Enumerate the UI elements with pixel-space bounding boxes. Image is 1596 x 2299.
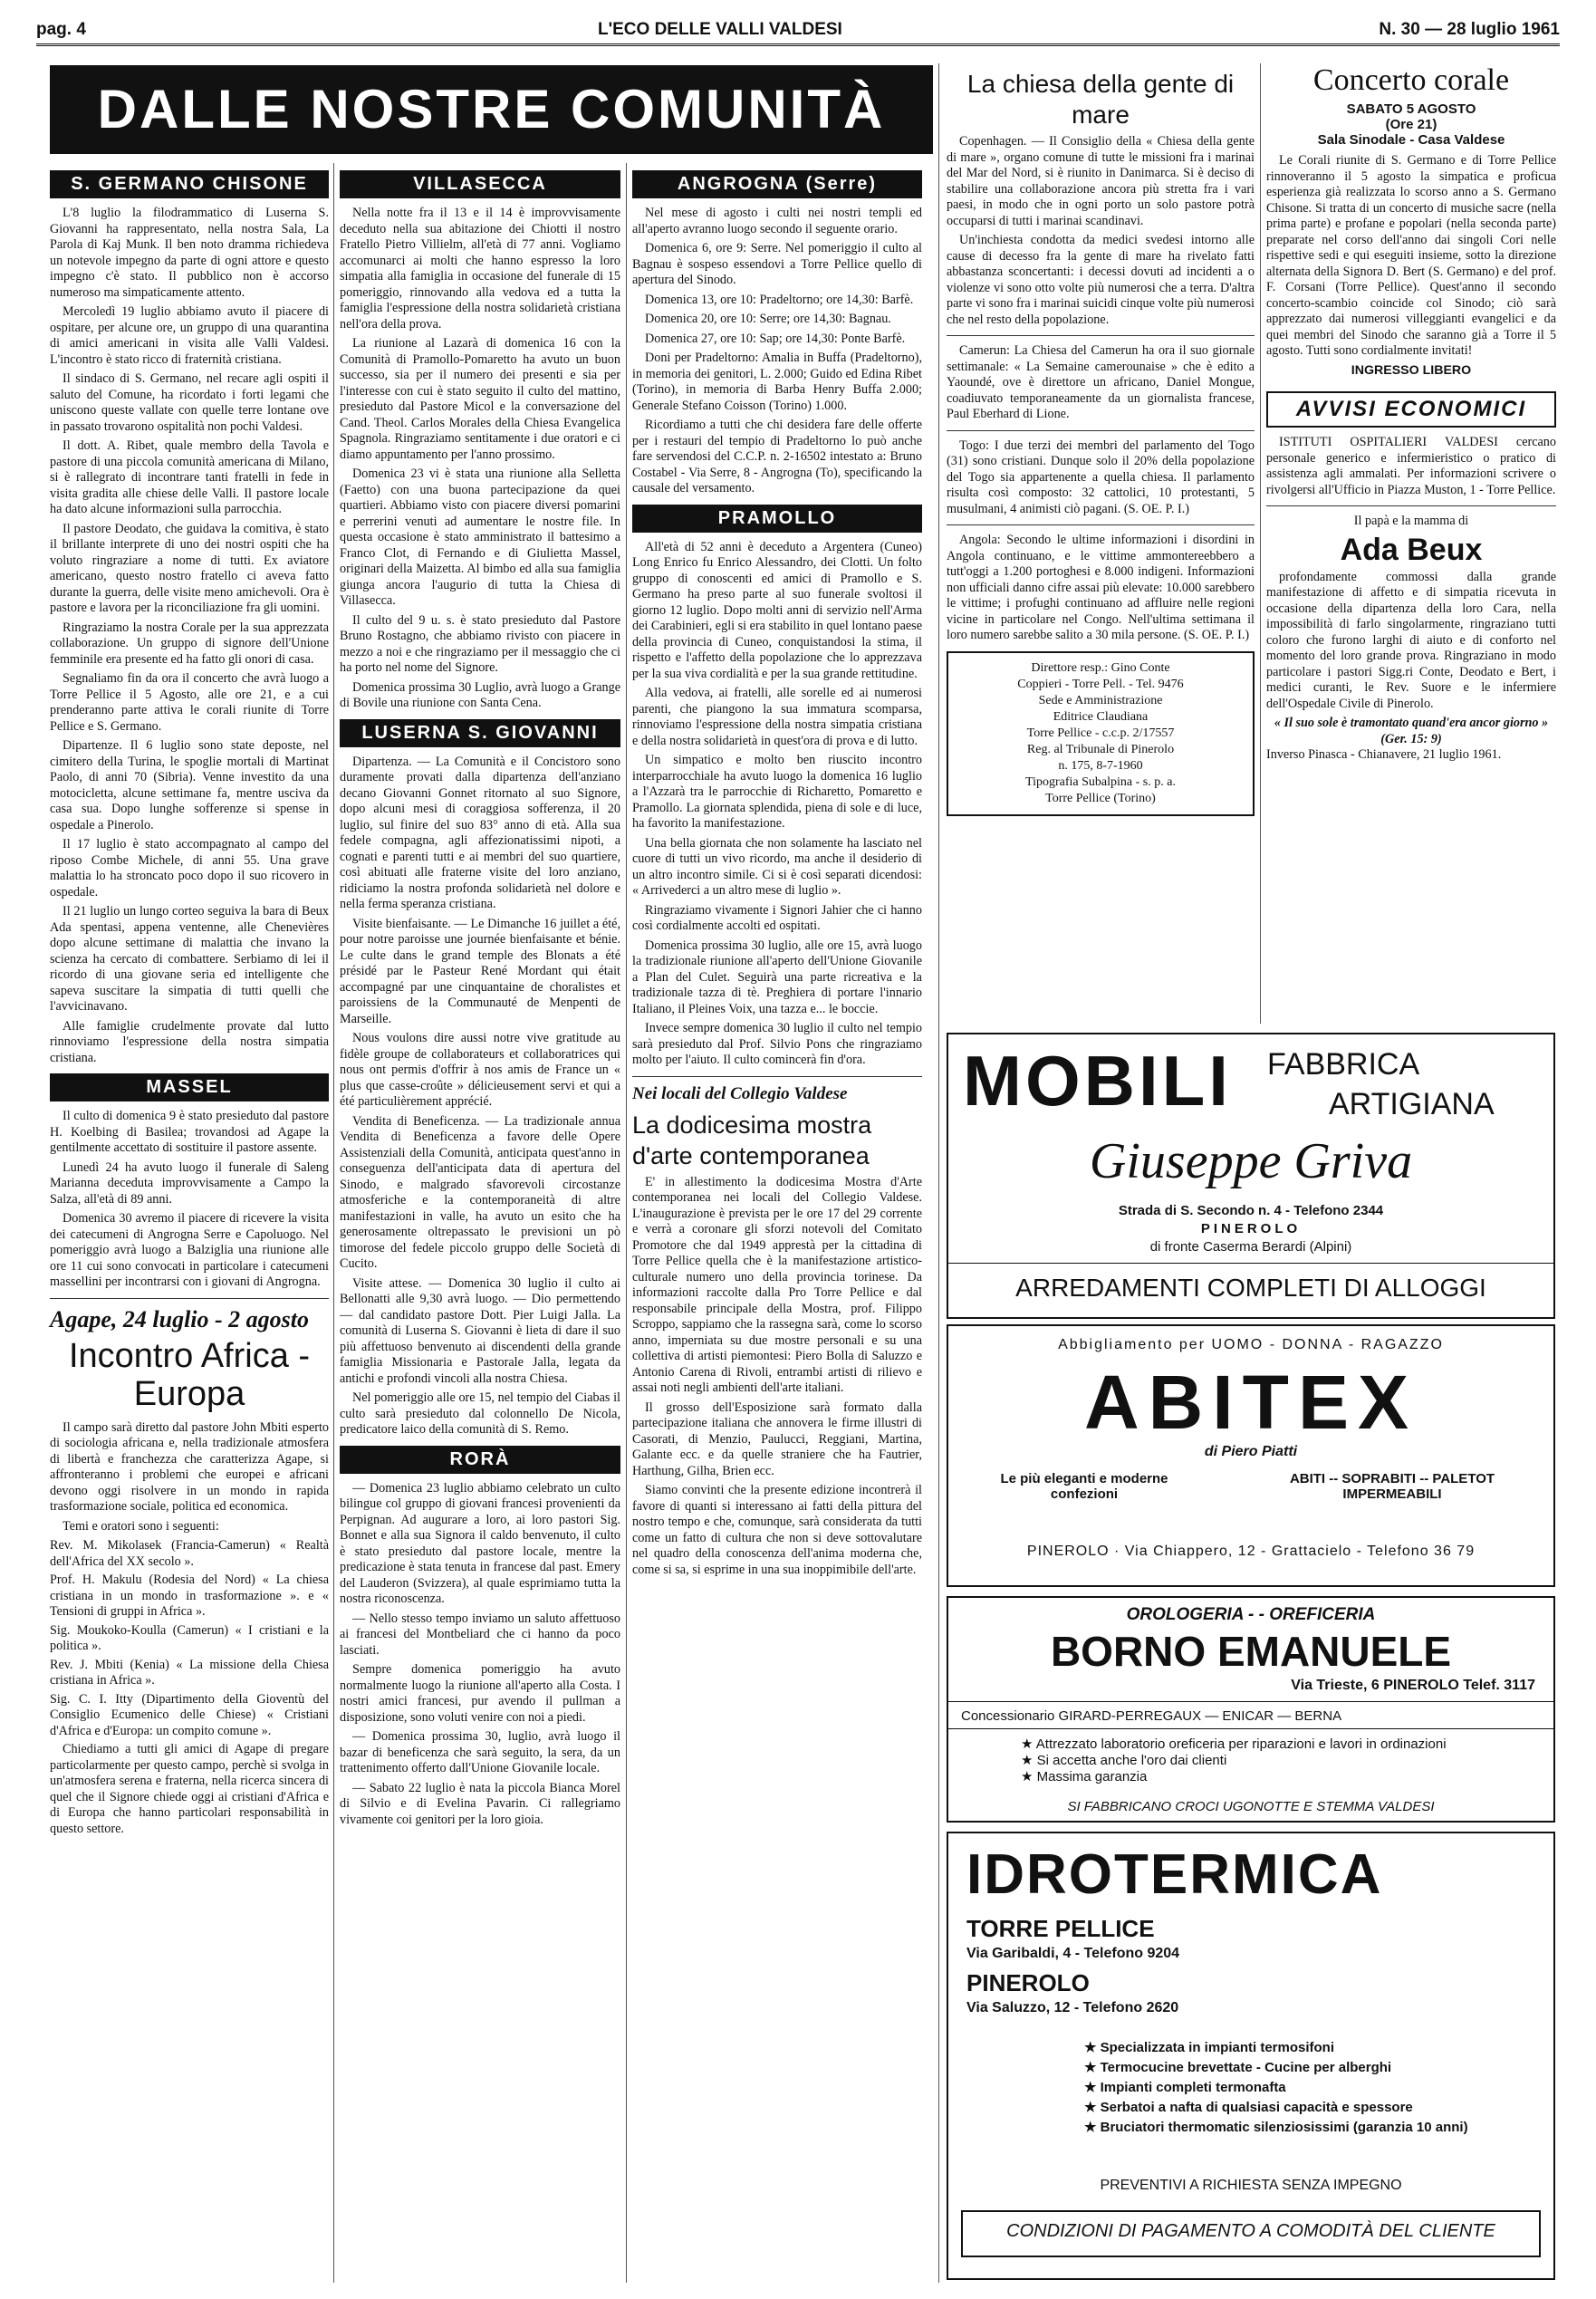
list-item: Impianti completi termonafta xyxy=(1100,2080,1286,2095)
list-item: Termocucine brevettate - Cucine per alberghi xyxy=(1100,2060,1392,2075)
ad-borno-footer: SI FABBRICANO CROCI UGONOTTE E STEMMA VALDESI xyxy=(1067,1799,1435,1814)
star-bullet-icon: ★ xyxy=(1021,1753,1037,1768)
paragraph: ISTITUTI OSPITALIERI VALDESI cercano personale generico e infermieristico o pratico di assistenza agli ammalati. Per informazioni scrivere o rivolgersi all'Ufficio in Piazza Muston, 1 - Torre Pellice. xyxy=(1266,435,1556,497)
ad-abitex-address: PINEROLO · Via Chiappero, 12 - Grattacielo - Telefono 36 79 xyxy=(1026,1544,1476,1559)
ad-mobili-name: Giuseppe Griva xyxy=(1089,1133,1413,1189)
collegio-heading: Nei locali del Collegio Valdese xyxy=(632,1083,848,1103)
paragraph: Una bella giornata che non solamente ha lasciato nel cuore di tutti un vivo ricordo, ma anche il desiderio di un altro incontro simile. Ci si è così separati dicendosi: « Arrivederci a un altro mese di luglio ». xyxy=(632,835,922,898)
divider xyxy=(1266,505,1556,506)
ad-idro-address2: Via Saluzzo, 12 - Telefono 2620 xyxy=(966,2000,1179,2015)
chiesa-mare-title: La chiesa della gente di mare xyxy=(966,70,1235,129)
paragraph: Visite attese. — Domenica 30 luglio il culto ai Bellonatti alle 9,30 avrà luogo. — Dio permettendo — dal candidato pastore Dott. Pier Luigi Jalla. La comunità di Luserna S. Giovanni è lieta di dare il suo più affettuoso benvenuto ai discendenti della grande famiglia Missionaria e Pastorale Jalla, legata da antichi e profondi vincoli alla nostra Chiesa. xyxy=(340,1275,620,1386)
divider xyxy=(50,1298,329,1299)
paragraph: Invece sempre domenica 30 luglio il culto nel tempio sarà presieduto dal Prof. Silvio Pons che ringraziamo molto per l'aiuto. Il culto comincerà fin d'ora. xyxy=(632,1021,922,1067)
article-villasecca xyxy=(340,206,620,712)
paragraph: Domenica 23 vi è stata una riunione alla Selletta (Faetto) con una buona partecipazione da quei quartieri. Abbiamo visto con piacere diversi pomarini e perrerini venuti ad aumentare le nostre file. In questa occasione è stato amministrato il battesimo a Franco Clot, di Fernando e di Giulietta Massel, originari della Maizetta. Al bimbo ed alla sua famiglia giunga ancora l'augurio di tutta la Chiesa di Villasecca. xyxy=(340,467,620,608)
list-item: Sig. Moukoko-Koulla (Camerun) « I cristiani e la politica ». xyxy=(50,1622,329,1653)
paragraph: — Sabato 22 luglio è nata la piccola Bianca Morel di Silvio e di Evelina Pavarin. Ci rallegriamo vivamente coi genitori per la loro gioia. xyxy=(340,1780,620,1827)
concerto-time: (Ore 21) xyxy=(1385,117,1437,132)
newspaper-name: L'ECO DELLE VALLI VALDESI xyxy=(598,20,842,39)
ad-abitex-brand: ABITEX xyxy=(1083,1360,1418,1445)
paragraph: Domenica 20, ore 10: Serre; ore 14,30: Bagnau. xyxy=(645,312,891,326)
paragraph: Il culto del 9 u. s. è stato presieduto dal Pastore Bruno Rostagno, che abbiamo rivisto con piacere in mezzo a noi e che ringraziamo per il messaggio che ci ha porto nel nome del Signore. xyxy=(340,612,620,675)
list-item: Prof. H. Makulu (Rodesia del Nord) « La chiesa cristiana in un mondo in trasformazione ». e « Tensioni di gruppi in Africa ». xyxy=(50,1573,329,1619)
paragraph: Alla vedova, ai fratelli, alle sorelle ed ai numerosi parenti, che piangono la sua immatura scomparsa, rinnoviamo l'espressione della nostra simpatia cristiana e della nostra solidarietà in quest'ora di prova e di lutto. xyxy=(632,686,922,748)
bullet-text: Massima garanzia xyxy=(1036,1769,1148,1784)
divider xyxy=(947,430,1255,431)
speaker-list xyxy=(50,1538,329,1739)
paragraph: Siamo convinti che la presente edizione incontrerà il favore di quanti si interessano ai fatti della pittura del nostro tempo e che, comunque, sarà considerata da tutti come un fatto di cultura che non si deve sottovalutare nel quadro della conoscenza dell'anima moderna che, come si sa, si esprime in una sua inoppimibile dell'arte. xyxy=(632,1483,922,1577)
ada-signature: Inverso Pinasca - Chianavere, 21 luglio 1961. xyxy=(1266,747,1502,762)
paragraph: La riunione al Lazarà di domenica 16 con la Comunità di Pramollo-Pomaretto ha avuto un buon successo, sia per il numero dei presenti e sia per l'interesse con cui è stato seguito il culto del mattino, presieduto dal Pastore Micol e la conversazione del Cand. Theol. Carlos Morales della Chiesa Evangelica Spagnola. Ringraziamo sentitamente i due oratori e ci diamo appuntamento per l'anno prossimo. xyxy=(340,336,620,462)
column-rule xyxy=(1260,63,1261,1024)
mostra-title: La dodicesima mostra d'arte contemporanea xyxy=(632,1111,872,1169)
section-angrogna: ANGROGNA (Serre) xyxy=(632,170,922,198)
ad-mobili-big: MOBILI xyxy=(963,1041,1232,1121)
paragraph: Il 21 luglio un lungo corteo seguiva la bara di Beux Ada spentasi, appena ventenne, alle Chenevières dopo alcune settimane di malattia che invano la scienza ha cercato di combattere. Serbiamo di lei il ricordo di una giovane seria ed intelligente che sapeva suscitare la simpatia di tutti quelli che l'avvicinavano. xyxy=(50,904,329,1014)
page-number: pag. 4 xyxy=(36,20,86,39)
ad-idro-preventivi: PREVENTIVI A RICHIESTA SENZA IMPEGNO xyxy=(1100,2178,1402,2193)
paragraph: Il dott. A. Ribet, quale membro della Tavola e pastore di una piccola comunità americana di Milano, si è rallegrato di incontrare tanti fratelli in fede in visita gradita alle chiese delle Valli. Il pastore locale ha dato alcune informazioni sulla parrocchia. xyxy=(50,438,329,516)
imprint-line: Sede e Amministrazione xyxy=(1038,693,1163,707)
ad-idrotermica xyxy=(947,1832,1555,2280)
section-luserna: LUSERNA S. GIOVANNI xyxy=(340,719,620,747)
section-s-germano: S. GERMANO CHISONE xyxy=(50,170,329,198)
ad-idro-name: IDROTERMICA xyxy=(966,1843,1383,1906)
imprint-line: n. 175, 8-7-1960 xyxy=(1058,758,1143,773)
ad-borno-conc: Concessionario GIRARD-PERREGAUX — ENICAR — BERNA xyxy=(961,1708,1342,1724)
paragraph: Doni per Pradeltorno: Amalia in Buffa (Pradeltorno), in memoria dei genitori, L. 2.000; Guido ed Edina Ribet (Torino), in memoria di Barba Henry Buffa 2.000; Generale Stefano Coisson (Torino) 1.000. xyxy=(632,351,922,413)
paragraph: Camerun: La Chiesa del Camerun ha ora il suo giornale settimanale: « La Semaine camerounaise » che è edito a Yaoundé, ove è direttore un africano, Daniel Mongue, coadiuvato temporaneamente da un giornalista francese, Paul Eberhard di Lione. xyxy=(947,343,1255,421)
article-pramollo xyxy=(632,540,922,1069)
ada-quote: « Il suo sole è tramontato quand'era ancor giorno » (Ger. 15: 9) xyxy=(1274,716,1549,746)
paragraph: All'età di 52 anni è deceduto a Argentera (Cuneo) Long Enrico fu Enrico Alessandro, dei Clotti. Un folto gruppo di conoscenti ed amici di Pramollo e S. Germano ha preso parte al suo funerale svoltosi il giorno 12 luglio. Dopo molti anni di servizio nell'Arma dei Carabinieri, egli si era stabilito in quel lontano paese della provincia di Cuneo, conquistandosi la stima, il rispetto e l'affetto della popolazione che lo apprezzava per la sua viva cordialità e per la sua grande rettitudine. xyxy=(632,539,922,681)
ad-idro-city2: PINEROLO xyxy=(966,1969,1090,1996)
column-2 xyxy=(340,163,620,1832)
column-1 xyxy=(50,163,329,1841)
article-incontro xyxy=(50,1420,329,1838)
divider xyxy=(947,335,1255,336)
ingresso-libero: INGRESSO LIBERO xyxy=(1351,362,1472,378)
paragraph: — Nello stesso tempo inviamo un saluto affettuoso ai francesi del Montbeliard che ci hanno da poco lasciati. xyxy=(340,1611,620,1658)
article-angrogna xyxy=(632,206,922,497)
imprint-box xyxy=(947,651,1255,816)
avvisi-header xyxy=(1266,391,1556,428)
paragraph: Temi e oratori sono i seguenti: xyxy=(62,1518,219,1534)
paragraph: Domenica prossima 30 Luglio, avrà luogo a Grange di Bovile una riunione con Santa Cena. xyxy=(340,679,620,710)
paragraph: Domenica 6, ore 9: Serre. Nel pomeriggio il culto al Bagnau è sospeso essendovi a Torre Pellice quello di apertura del Sinodo. xyxy=(632,241,922,287)
ad-borno-bullets xyxy=(1021,1736,1528,1784)
imprint-line: Tipografia Subalpina - s. p. a. xyxy=(1025,774,1176,789)
ad-mobili xyxy=(947,1033,1555,1319)
ad-idro-list xyxy=(1084,2038,1537,2138)
paragraph: Angola: Secondo le ultime informazioni i disordini in Angola continuano, e le vittime ammontereebbero a tutt'oggi a 1.200 portoghesi e 8.000 indigeni. Informazioni non ufficiali danno cifre assai più elevate: 10.000 sarebbero le vittime; i profughi continuano ad affluire nelle regioni vicine in particolare nel Congo. Nell'ultima settimana il loro numero sarebbe salito a 30 mila persone. (S. OE. P. I.) xyxy=(947,533,1255,642)
column-3 xyxy=(632,163,922,1582)
list-item: Rev. M. Mikolasek (Francia-Camerun) « Realtà dell'Africa del XX secolo ». xyxy=(50,1538,329,1569)
incontro-title: Incontro Africa - Europa xyxy=(68,1336,311,1413)
section-banner: DALLE NOSTRE COMUNITÀ xyxy=(50,65,933,154)
star-bullet-icon: ★ xyxy=(1084,2120,1101,2135)
article-chiesa-mare xyxy=(947,134,1255,644)
column-rule xyxy=(333,163,334,2283)
imprint-line: Coppieri - Torre Pell. - Tel. 9476 xyxy=(1017,677,1184,691)
article-massel xyxy=(50,1109,329,1291)
paragraph: Domenica 30 avremo il piacere di ricevere la visita dei catecumeni di Angrogna Serre e Capoluogo. Nel pomeriggio avrà luogo a Balziglia una riunione alle ore 11 cui sono convocati in particolare i catecumeni massellini per incontrarsi con i giovani di Angrogna. xyxy=(50,1211,329,1289)
column-4 xyxy=(947,63,1255,823)
star-bullet-icon: ★ xyxy=(1084,2100,1101,2115)
imprint-line: Torre Pellice - c.c.p. 2/17557 xyxy=(1026,726,1175,740)
ad-mobili-line1: FABBRICA xyxy=(1267,1047,1420,1082)
paragraph: Sempre domenica pomeriggio ha avuto normalmente luogo la riunione all'aperto alla Costa. I nostri amici francesi, pur avendo il pullman a disposizione, sono voluti venire con noi a piedi. xyxy=(340,1662,620,1725)
column-5 xyxy=(1266,63,1556,764)
list-item: Rev. J. Mbiti (Kenia) « La missione della Chiesa cristiana in Africa ». xyxy=(50,1657,329,1688)
paragraph: Il sindaco di S. Germano, nel recare agli ospiti il saluto del Comune, ha ricordato i forti legami che uniscono queste vallate con quelle terre lontane ove in passato trovarono ospitalità non pochi Valdesi. xyxy=(50,371,329,434)
ad-mobili-line2: ARTIGIANA xyxy=(1329,1087,1495,1121)
ad-idro-footer: CONDIZIONI DI PAGAMENTO A COMODITÀ DEL CLIENTE xyxy=(1006,2221,1495,2241)
divider xyxy=(632,1076,922,1077)
paragraph: E' in allestimento la dodicesima Mostra d'Arte contemporanea nei locali del Collegio Valdese. L'inaugurazione è prevista per le ore 17 del 29 corrente e verrà a coronare gli sforzi notevoli del Comitato Promotore che dal 1949 apprestà per la cittadina di Torre Pellice quella che è la manifestazione artistico-culturale numero uno della provincia torinese. Da informazioni raccolte dalla Pro Torre Pellice e dal responsabile principale della Mostra, prof. Filippo Scroppo, sappiamo che la rassegna sarà, come lo scorso anno, imperniata su due mostre personali e su una collettiva di artisti piemontesi: Piero Bolla di Saluzzo e Antonio Carena di Rivoli, entrambi artisti di rilievo e assai noti negli ambienti dell'arte italiani. xyxy=(632,1174,922,1395)
imprint-line: Editrice Claudiana xyxy=(1053,709,1149,724)
ad-borno-address: Via Trieste, 6 PINEROLO Telef. 3117 xyxy=(1291,1678,1535,1693)
ad-mobili-address: Strada di S. Secondo n. 4 - Telefono 2344 xyxy=(1118,1203,1384,1218)
column-rule xyxy=(626,163,627,2283)
star-bullet-icon: ★ xyxy=(1021,1736,1036,1752)
article-ada-beux xyxy=(1266,514,1556,764)
article-luserna xyxy=(340,755,620,1438)
article-rora xyxy=(340,1481,620,1829)
imprint-line: Direttore resp.: Gino Conte xyxy=(1031,660,1170,675)
paragraph: Il campo sarà diretto dal pastore John Mbiti esperto di sociologia africana e, nella tradizionale atmosfera di libertà e franchezza che caratterizza Agape, si affronteranno i problemi che europei e africani devono oggi risolvere in un mondo in rapida trasformazione sociale, politica ed economica. xyxy=(50,1419,329,1514)
paragraph: Copenhagen. — Il Consiglio della « Chiesa della gente di mare », organo comune di tutte le missioni fra i marinai del Mar del Nord, si è riunito in Danimarca. Si è deciso di stabilire una collaborazione ancora più stretta fra i vari paesi, in modo che in ogni porto un solo pastore potrà occuparsi di tutti i marinai scandinavi. xyxy=(947,134,1255,228)
paragraph: Nella notte fra il 13 e il 14 è improvvisamente deceduto nella sua abitazione dei Chiotti il nostro Fratello Pietro Villielm, all'età di 77 anni. Vogliamo accomunarci ai molti che hanno espresso la loro simpatia alla famiglia in occasione del funerale di 15 pomeriggio, rinnovando alla vedova ed a tutta la famiglia l'espressione della nostra solidarietà cristiana nell'ora della prova. xyxy=(340,206,620,332)
avvisi-title: AVVISI ECONOMICI xyxy=(1295,397,1527,421)
paragraph: Ringraziamo la nostra Corale per la sua apprezzata collaborazione. Un gruppo di signore dell'Unione femminile era presente ed ha fatto gli onori di casa. xyxy=(50,620,329,667)
imprint-line: Torre Pellice (Torino) xyxy=(1045,791,1156,805)
bullet-text: Attrezzato laboratorio oreficeria per riparazioni e lavori in ordinazioni xyxy=(1035,1736,1447,1752)
list-item: Specializzata in impianti termosifoni xyxy=(1100,2040,1335,2055)
imprint-line: Reg. al Tribunale di Pinerolo xyxy=(1026,742,1175,756)
paragraph: Domenica 27, ore 10: Sap; ore 14,30: Ponte Barfè. xyxy=(645,331,906,346)
paragraph: — Domenica prossima 30, luglio, avrà luogo il bazar di beneficenza che sarà seguito, la sera, da un trattenimento offerto dall'Unione Giovanile locale. xyxy=(340,1729,620,1775)
paragraph: Il pastore Deodato, che guidava la comitiva, è stato il brillante interprete di uno dei nostri ospiti che ha voluto ringraziare a nome di tutti. Ex aviatore americano, questo nostro fratello ci aveva fatto durante la guerra, delle visite meno amichevoli. Ora è pastore e lavora per la riconciliazione fra gli uomini. xyxy=(50,521,329,615)
paragraph: Chiediamo a tutti gli amici di Agape di pregare particolarmente per questo campo, perchè si svolga in un'atmosfera serena e fraterna, nella ricerca sincera di quel che il Signore chiede oggi ai cristiani d'Africa e di Europa che hanno particolari responsabilità in questo settore. xyxy=(50,1742,329,1836)
star-bullet-icon: ★ xyxy=(1084,2080,1101,2095)
ad-borno-name: BORNO EMANUELE xyxy=(1050,1628,1452,1675)
paragraph: Un simpatico e molto ben riuscito incontro interparrocchiale ha avuto luogo la domenica 16 luglio a l'Azzarà tra le parrocchie di Richaretto, Pomaretto e Pramollo. La giornata splendida, piena di sole e di luce, ha favorito la manifestazione. xyxy=(632,753,922,831)
ad-abitex xyxy=(947,1324,1555,1587)
ad-mobili-footer: ARREDAMENTI COMPLETI DI ALLOGGI xyxy=(1015,1274,1486,1302)
ad-borno-top: OROLOGERIA - - OREFICERIA xyxy=(1126,1605,1376,1624)
paragraph: Mercoledì 19 luglio abbiamo avuto il piacere di ospitare, per alcune ore, un gruppo di una quarantina di amici americani in visita alle Valli Valdesi. L'incontro è stato ricco di fraternità cristiana. xyxy=(50,304,329,367)
paragraph: Il 17 luglio è stato accompagnato al campo del riposo Combe Michele, di anni 55. Una grave malattia lo ha stroncato poco dopo il suo ricovero in ospedale. xyxy=(50,837,329,899)
paragraph: Segnaliamo fin da ora il concerto che avrà luogo a Torre Pellice il 5 Agosto, alle ore 21, e a cui prenderanno parte attiva le corali riunite di Torre Pellice e S. Germano. xyxy=(50,671,329,734)
section-pramollo: PRAMOLLO xyxy=(632,505,922,533)
article-concerto xyxy=(1266,153,1556,379)
paragraph: Togo: I due terzi dei membri del parlamento del Togo (31) sono cristiani. Dunque solo il 20% della popolazione del Togo sia appartenente a quella chiesa. Il parlamento risulta così composto: 32 cattolici, 10 protestanti, 5 musulmani, 4 animisti ciò pagani. (S. OE. P. I.) xyxy=(947,438,1255,516)
paragraph: Dipartenza. — La Comunità e il Concistoro sono duramente provati dalla dipartenza dell'anziano decano Giovanni Gonnet ritornato al suo Signore, dopo alcuni mesi di coraggiosa sofferenza, il 20 luglio, sul finire del suo 83° anno di età. Alla sua fedele compagna, agli affezionatissimi nipoti, a cognati e parenti tutti e ai membri del suo quartiere, così abituati alle fraterne visite del loro anziano, ridiciamo la nostra profonda solidarietà nel dolore e nella ferma speranza cristiana. xyxy=(340,754,620,911)
article-s-germano xyxy=(50,206,329,1066)
paragraph: Le Corali riunite di S. Germano e di Torre Pellice rinnoveranno il 5 agosto la simpatica e proficua esperienza già realizzata lo scorso anno a S. Germano Chisone. Si tratta di un concerto di musiche sacre (nella prima parte) e profane e popolari (nella seconda parte) preparate nel corso dell'anno dai singoli Cori nelle rispettive sedi e qui eseguiti insieme, sotto la direzione alternata della Signora D. Bert (S. Germano) e del prof. F. Corsani (Torre Pellice). Quest'anno il secondo concerto-scambio coincide col Sinodo; ciò sarà apprezzato dai numerosi villeggianti evangelici e da quei membri del Sinodo che saranno già a Torre il 5 agosto. Tutti sono cordialmente invitati! xyxy=(1266,153,1556,358)
bullet-text: Si accetta anche l'oro dai clienti xyxy=(1036,1753,1227,1768)
paragraph: — Domenica 23 luglio abbiamo celebrato un culto bilingue col gruppo di giovani francesi provenienti da Perpignan. Ad augurare a loro, ai loro pastori Sig. Bonnet e alla sua Signora il caldo benvenuto, il culto è stato presieduto dal pastore locale, mentre la predicazione è stata tenuta in francese dal past. Emery del Lauderon (Svizzera), al quale esprimiamo tutta la nostra riconoscenza. xyxy=(340,1480,620,1606)
section-rora: RORÀ xyxy=(340,1446,620,1474)
star-bullet-icon: ★ xyxy=(1084,2040,1101,2055)
ad-borno xyxy=(947,1596,1555,1823)
ad-abitex-right: ABITI -- SOPRABITI -- PALETOT IMPERMEABILI xyxy=(1289,1471,1495,1502)
paragraph: Nel pomeriggio alle ore 15, nel tempio del Ciabas il culto sarà presieduto dal colonnello De Nicola, predicatore laico della comunità di S. Remo. xyxy=(340,1390,620,1437)
paragraph: Domenica prossima 30 luglio, alle ore 15, avrà luogo la tradizionale riunione all'aperto dell'Unione Giovanile a Plan del Culet. Seguirà una parte ricreativa e la tradizionale tazza di tè. Preghiera di portare l'innario Italiano, il Pleines Voix, una tazza e... le boccie. xyxy=(632,938,922,1016)
list-item: Bruciatori thermomatic silenziosissimi (garanzia 10 anni) xyxy=(1100,2120,1468,2135)
list-item: Sig. C. I. Itty (Dipartimento della Gioventù del Consiglio Ecumenico delle Chiese) « Cristiani d'Africa e d'Europa: un compito comune ». xyxy=(50,1691,329,1738)
ad-abitex-by: di Piero Piatti xyxy=(1204,1444,1298,1459)
paragraph: Alle famiglie crudelmente provate dal lutto rinnoviamo l'espressione della nostra simpatia cristiana. xyxy=(50,1018,329,1065)
concerto-title: Concerto corale xyxy=(1312,63,1510,97)
ad-mobili-near: di fronte Caserma Berardi (Alpini) xyxy=(1149,1239,1352,1255)
concerto-date: SABATO 5 AGOSTO xyxy=(1346,101,1476,117)
ad-idro-city1: TORRE PELLICE xyxy=(966,1915,1155,1942)
paragraph: Domenica 13, ore 10: Pradeltorno; ore 14,30: Barfè. xyxy=(645,292,914,307)
ada-name: Ada Beux xyxy=(1340,532,1483,567)
paragraph: Dipartenze. Il 6 luglio sono state deposte, nel cimitero della Turina, le spoglie mortali di Martinat Paolo, di anni 70 (Sibria). Venne investito da una motocicletta, alcune settimane fa, mentre usciva da casa sua. Dopo lunghe sofferenze si spense in ospedale a Pinerolo. xyxy=(50,738,329,832)
paragraph: Nel mese di agosto i culti nei nostri templi ed all'aperto avranno luogo secondo il seguente orario. xyxy=(632,206,922,236)
ad-abitex-top: Abbigliamento per UOMO - DONNA - RAGAZZO xyxy=(1058,1337,1444,1352)
masthead xyxy=(36,16,1560,46)
ad-mobili-city: PINEROLO xyxy=(1200,1221,1302,1236)
column-rule xyxy=(938,63,939,2283)
list-item: Serbatoi a nafta di qualsiasi capacità e spessore xyxy=(1100,2100,1413,2115)
paragraph: Il culto di domenica 9 è stato presieduto dal pastore H. Koelbing di Basilea; trovandosi ad Agape la gentilmente accettato di sostituire il pastore assente. xyxy=(50,1109,329,1155)
issue-date: N. 30 — 28 luglio 1961 xyxy=(1379,20,1560,39)
ada-intro: Il papà e la mamma di xyxy=(1353,514,1469,528)
star-bullet-icon: ★ xyxy=(1021,1769,1037,1784)
article-mostra xyxy=(632,1175,922,1579)
section-massel: MASSEL xyxy=(50,1073,329,1101)
paragraph: L'8 luglio la filodrammatico di Luserna S. Giovanni ha rappresentato, nella nostra Sala, La Parola di Kaj Munk. Il ben noto dramma richiedeva un notevole impegno da parte di ogni attore e questo impegno c'è stato. Il pubblico non è accorso numeroso ma simpaticamente attento. xyxy=(50,206,329,300)
paragraph: profondamente commossi dalla grande manifestazione di affetto e di simpatia ricevuta in occasione della dipartenza della loro Cara, nella impossibilità di farlo singolarmente, ringraziano tutti coloro che furono larghi di aiuto e di conforto nel momento del loro grande prova. Ringraziano in modo particolare i pastori Sigg.ri Conte, Deodato e Bert, i medici curanti, le Rev. Suore e le infermiere dell'Ospedale Civile di Pinerolo. xyxy=(1266,569,1556,711)
article-avvisi xyxy=(1266,435,1556,498)
section-villasecca: VILLASECCA xyxy=(340,170,620,198)
paragraph: Ringraziamo vivamente i Signori Jahier che ci hanno così cordialmente accolti ed ospitati. xyxy=(632,902,922,933)
paragraph: Un'inchiesta condotta da medici svedesi intorno alle cause di decesso fra la gente di mare ha rivelato fatti abbastanza sconcertanti: i decessi dovuti ad incidenti a o violenze vi sono otto volte più numerosi che a terra. D'altra parte vi sono fra i marinai suicidi cinque volte più numerosi che nel resto della popolazione. xyxy=(947,233,1255,327)
paragraph: Vendita di Beneficenza. — La tradizionale annua Vendita di Beneficenza a favore delle Opere Assistenziali della Comunità, anticipata quest'anno in conseguenza dell'anticipata data di apertura del Sinodo, e malgrado sfavorevoli circostanze atmosferiche e la contemporaneità di altre manifestazioni in valle, ha avuto un esito che ha generosamente oltrepassato le previsioni un pò timorose del fedele piccolo gruppo delle Società di Cucito. xyxy=(340,1113,620,1271)
divider xyxy=(947,524,1255,525)
ad-abitex-left: Le più eleganti e moderne confezioni xyxy=(1000,1471,1168,1502)
paragraph: Visite bienfaisante. — Le Dimanche 16 juillet a été, pour notre paroisse une journée bienfaisante et bénie. Le culte dans le grand temple des Blonats a été présidé par le Pasteur René Mordant qui était accompagné par une cinquantaine de choralistes et paroissiens de la Communauté de Menpenti de Marseille. xyxy=(340,916,620,1026)
paragraph: Il grosso dell'Esposizione sarà formato dalla partecipazione italiana che annovera le firme illustri di Casorati, di Menzio, Paulucci, Reggiani, Martina, Galante ecc. e da quelle straniere che ha Fautrier, Harthung, Gilha, Brien ecc. xyxy=(632,1400,922,1478)
star-bullet-icon: ★ xyxy=(1084,2060,1101,2075)
paragraph: Nous voulons dire aussi notre vive gratitude au fidèle groupe de collaborateurs et collaboratrices qui nous ont permis d'offrir à nos amis de France un « plus que casse-croûte » délicieusement servi et qui a été particulièrement apprécié. xyxy=(340,1031,620,1109)
paragraph: Lunedì 24 ha avuto luogo il funerale di Saleng Marianna deceduta improvvisamente a Campo la Salza, all'età di 89 anni. xyxy=(50,1159,329,1207)
agape-heading: Agape, 24 luglio - 2 agosto xyxy=(50,1305,310,1332)
ad-idro-address1: Via Garibaldi, 4 - Telefono 9204 xyxy=(966,1946,1180,1961)
paragraph: Ricordiamo a tutti che chi desidera fare delle offerte per i restauri del tempio di Pradeltorno lo può anche fare servendosi del C.C.P. n. 2-16502 intestato a: Bruno Costabel - Via Serre, 8 - Angrogna (To), specificando la causale del versamento. xyxy=(632,418,922,495)
concerto-place: Sala Sinodale - Casa Valdese xyxy=(1317,132,1505,148)
